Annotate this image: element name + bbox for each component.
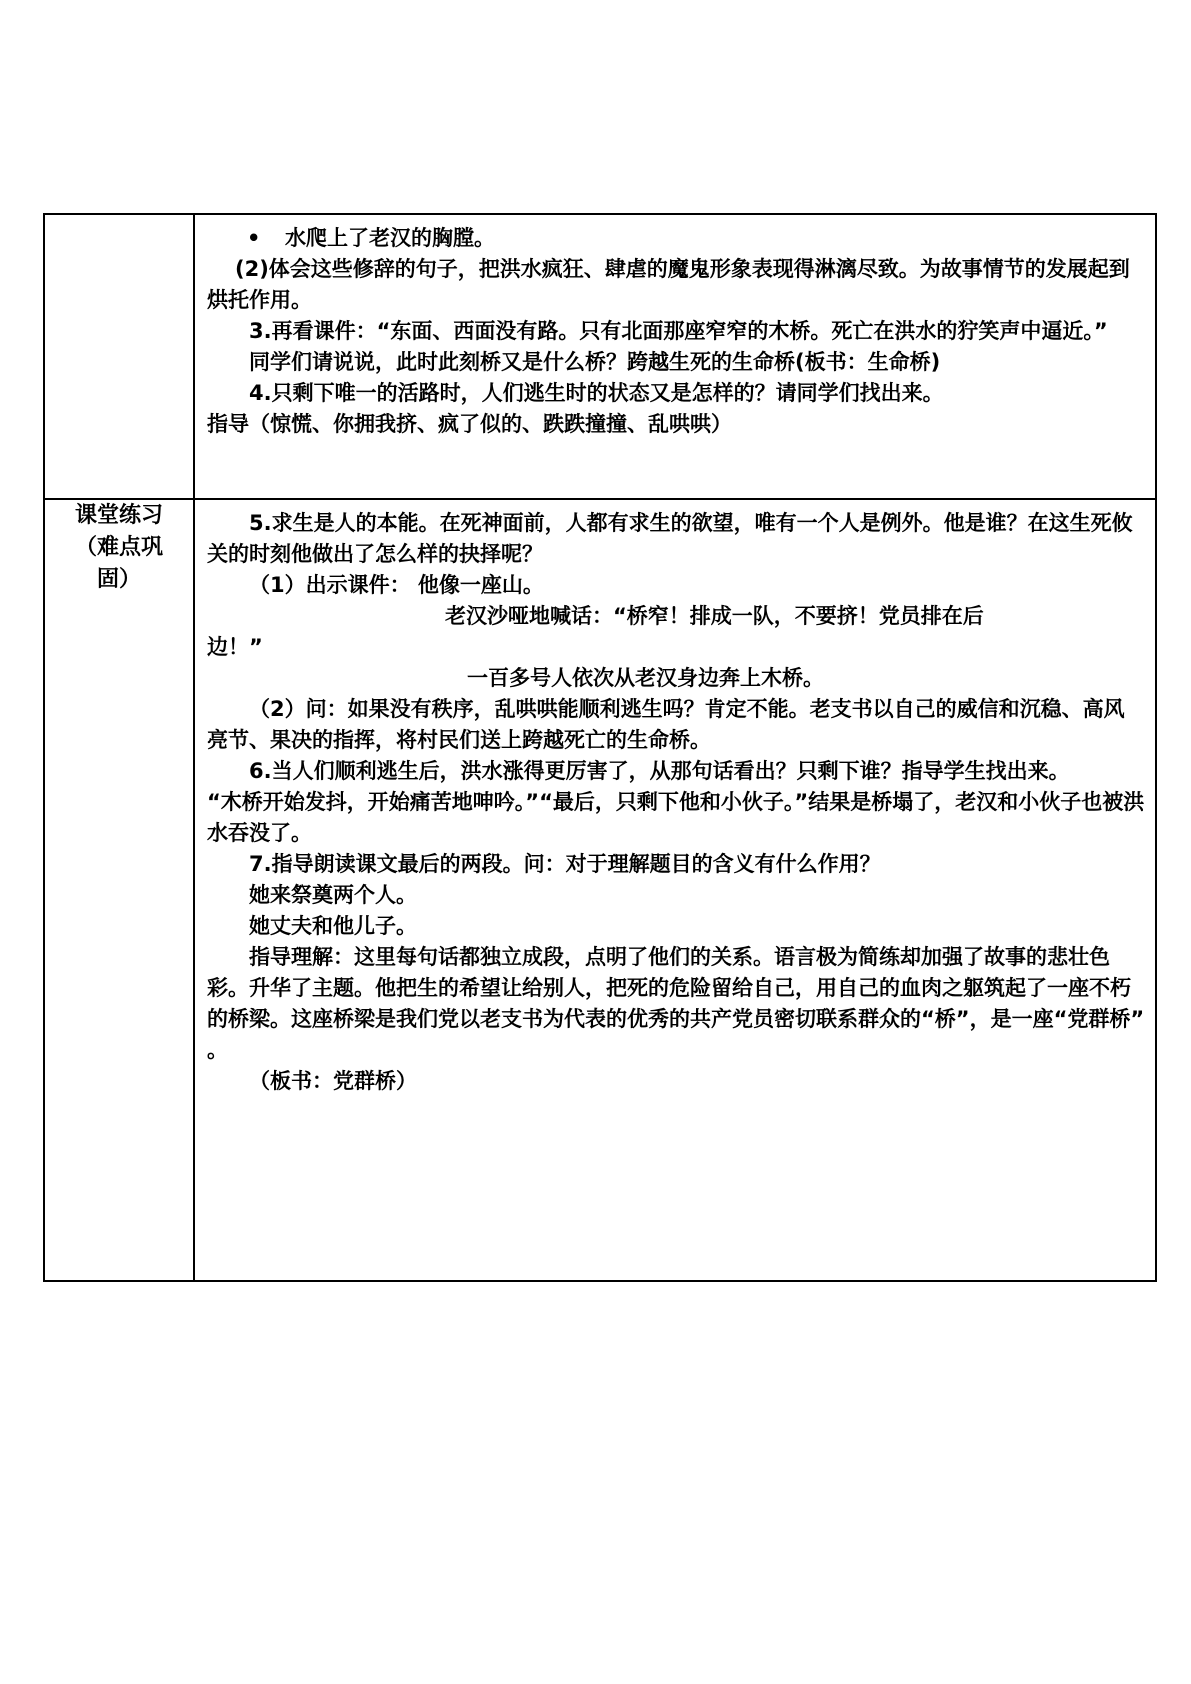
bullet-text: 水爬上了老汉的胸膛。: [285, 226, 495, 250]
paragraph: （板书：党群桥）: [249, 1069, 417, 1093]
paragraph: （1）出示课件： 他像一座山。: [249, 573, 544, 597]
row-label-cell: [44, 214, 194, 499]
paragraph: （2）问：如果没有秩序，乱哄哄能顺利逃生吗？肯定不能。老支书以自己的威信和沉稳、高风亮节、果决的指挥，将村民们送上跨越死亡的生命桥。: [207, 697, 1125, 752]
paragraph: 老汉沙哑地喊话：“桥窄！排成一队，不要挤！党员排在后: [445, 604, 984, 628]
paragraph: 边！”: [207, 635, 263, 659]
paragraph: 6.当人们顺利逃生后，洪水涨得更厉害了，从那句话看出？只剩下谁？指导学生找出来。: [249, 759, 1070, 783]
table-row: [44, 214, 1156, 499]
paragraph: 5.求生是人的本能。在死神面前，人都有求生的欲望，唯有一个人是例外。他是谁？在这生死攸关的时刻他做出了怎么样的抉择呢？: [207, 511, 1133, 566]
paragraph: 她丈夫和他儿子。: [249, 914, 417, 938]
content-block: [195, 500, 1155, 1097]
paragraph: 7.指导朗读课文最后的两段。问：对于理解题目的含义有什么作用？: [249, 852, 881, 876]
row-label-line: 课堂练习: [74, 503, 163, 528]
row-label: [64, 500, 174, 596]
bullet-icon: •: [247, 226, 261, 250]
row-content-cell: [194, 214, 1156, 499]
table-row: [44, 499, 1156, 1281]
paragraph: 她来祭奠两个人。: [249, 883, 417, 907]
paragraph: 指导（惊慌、你拥我挤、疯了似的、跌跌撞撞、乱哄哄）: [207, 412, 732, 436]
row-content-cell: [194, 499, 1156, 1281]
row-label-cell: [44, 499, 194, 1281]
lesson-plan-table: [43, 213, 1157, 1282]
paragraph: 3.再看课件：“东面、西面没有路。只有北面那座窄窄的木桥。死亡在洪水的狞笑声中逼近。”: [249, 319, 1108, 343]
row-label-line: （难点巩: [74, 535, 163, 560]
paragraph: (2)体会这些修辞的句子，把洪水疯狂、肆虐的魔鬼形象表现得淋漓尽致。为故事情节的发展起到烘托作用。: [207, 257, 1130, 312]
paragraph: 同学们请说说，此时此刻桥又是什么桥？跨越生死的生命桥(板书：生命桥): [249, 350, 941, 374]
paragraph: 指导理解：这里每句话都独立成段，点明了他们的关系。语言极为简练却加强了故事的悲壮色彩。升华了主题。他把生的希望让给别人，把死的危险留给自己，用自己的血肉之躯筑起了一座不朽的桥梁。这座桥梁是我们党以老支书为代表的优秀的共产党员密切联系群众的“桥”，是一座“党群桥” 。: [207, 945, 1145, 1062]
paragraph: 一百多号人依次从老汉身边奔上木桥。: [467, 666, 824, 690]
row-label-line: 固）: [96, 567, 141, 592]
content-block: [195, 215, 1155, 440]
paragraph: “木桥开始发抖，开始痛苦地呻吟。”“最后，只剩下他和小伙子。”结果是桥塌了，老汉和小伙子也被洪水吞没了。: [207, 790, 1145, 845]
bullet-line: [207, 223, 1145, 254]
paragraph: 4.只剩下唯一的活路时，人们逃生时的状态又是怎样的？请同学们找出来。: [249, 381, 944, 405]
